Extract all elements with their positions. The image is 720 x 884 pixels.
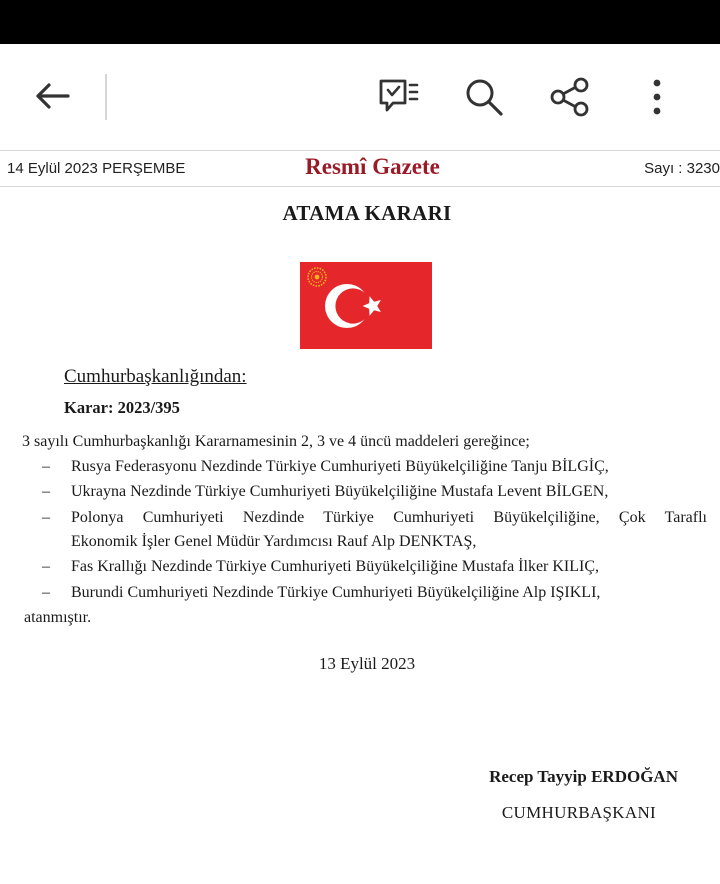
list-dash: – bbox=[42, 584, 50, 601]
presidential-flag-image bbox=[300, 262, 432, 349]
more-vertical-icon bbox=[652, 79, 662, 115]
gazette-header bbox=[0, 150, 720, 187]
appointment-text: Rusya Federasyonu Nezdinde Türkiye Cumhuriyeti Büyükelçiliğine Tanju BİLGİÇ, bbox=[71, 458, 609, 475]
share-button[interactable] bbox=[546, 74, 594, 120]
app-toolbar bbox=[0, 44, 720, 150]
list-dash: – bbox=[42, 558, 50, 575]
appointment-text-continued: Ekonomik İşler Genel Müdür Yardımcısı Rauf Alp DENKTAŞ, bbox=[71, 533, 477, 550]
gazette-date: 14 Eylül 2023 PERŞEMBE bbox=[7, 160, 186, 177]
appointment-text: Ukrayna Nezdinde Türkiye Cumhuriyeti Büyükelçiliğine Mustafa Levent BİLGEN, bbox=[71, 483, 609, 500]
search-button[interactable] bbox=[460, 74, 508, 120]
appointment-text: Fas Krallığı Nezdinde Türkiye Cumhuriyeti Büyükelçiliğine Mustafa İlker KILIÇ, bbox=[71, 558, 600, 575]
intro-paragraph: 3 sayılı Cumhurbaşkanlığı Kararnamesinin 2, 3 ve 4 üncü maddeleri gereğince; bbox=[22, 433, 530, 450]
toolbar-divider bbox=[105, 74, 107, 120]
appointment-text: Burundi Cumhuriyeti Nezdinde Türkiye Cumhuriyeti Büyükelçiliğine Alp IŞIKLI, bbox=[71, 584, 601, 601]
appointment-text: Polonya Cumhuriyeti Nezdinde Türkiye Cumhuriyeti Büyükelçiliğine, Çok Taraflı bbox=[71, 509, 707, 526]
signature-date: 13 Eylül 2023 bbox=[318, 654, 416, 673]
more-options-button[interactable] bbox=[640, 74, 674, 120]
arrow-left-icon bbox=[32, 81, 72, 111]
comment-list-icon bbox=[376, 77, 420, 117]
decision-number: Karar: 2023/395 bbox=[64, 398, 180, 417]
share-icon bbox=[549, 76, 591, 118]
gazette-issue-number: Sayı : 3230 bbox=[644, 160, 720, 177]
signer-title: CUMHURBAŞKANI bbox=[501, 803, 656, 822]
issuer-heading: Cumhurbaşkanlığından: bbox=[64, 366, 247, 387]
list-dash: – bbox=[42, 458, 50, 475]
search-icon bbox=[464, 77, 504, 117]
list-dash: – bbox=[42, 509, 50, 526]
gazette-title: Resmî Gazete bbox=[305, 154, 440, 179]
signer-name: Recep Tayyip ERDOĞAN bbox=[489, 767, 678, 786]
comments-button[interactable] bbox=[374, 75, 422, 119]
status-bar bbox=[0, 0, 720, 44]
list-dash: – bbox=[42, 483, 50, 500]
document-title: ATAMA KARARI bbox=[282, 201, 452, 225]
back-button[interactable] bbox=[26, 74, 78, 118]
closing-text: atanmıştır. bbox=[24, 609, 92, 626]
